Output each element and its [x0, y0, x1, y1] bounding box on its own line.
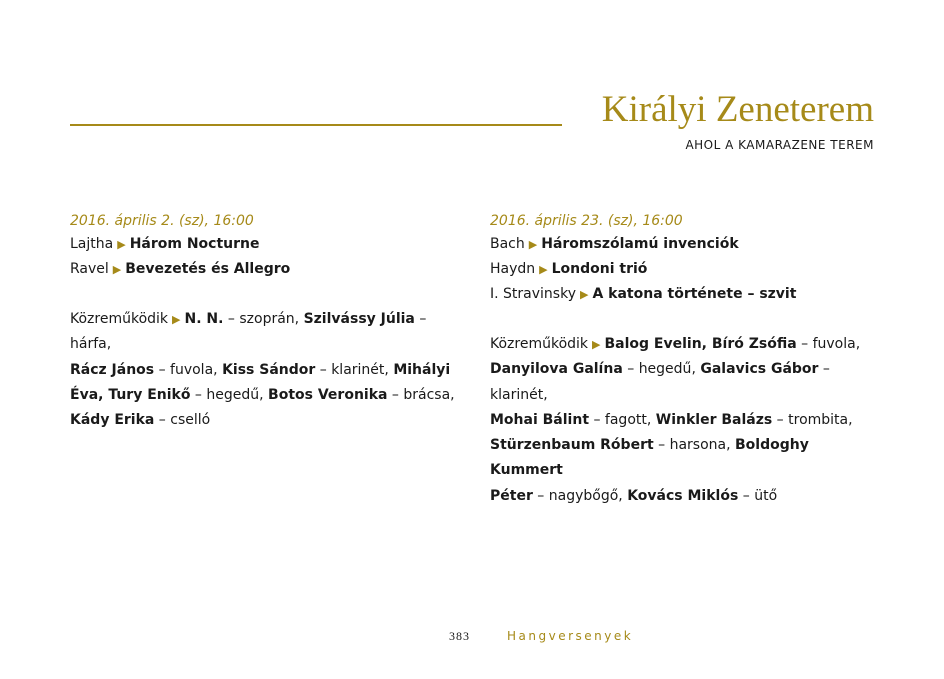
performers-label: Közreműködik [70, 311, 169, 327]
performer-name: Mihályi Éva, Tury Enikő [70, 361, 451, 403]
page-title: Királyi Zeneterem [601, 89, 874, 130]
performer-name: Stürzenbaum Róbert [490, 437, 654, 454]
performer-name: Kiss Sándor [222, 361, 316, 378]
performer-role: fuvola [170, 361, 214, 378]
performer-name: Kovács Miklós [627, 487, 739, 504]
performer-name: Rácz János [70, 361, 155, 378]
work-title: Három Nocturne [129, 236, 260, 252]
concert-left [70, 210, 462, 433]
performer-role: fagott [604, 411, 647, 428]
page-subtitle: AHOL A KAMARAZENE TEREM [685, 138, 874, 152]
triangle-right-icon: ▶ [528, 238, 538, 251]
composer: Ravel [70, 261, 109, 277]
performer-name: Danyilova Galína [490, 361, 623, 378]
work-title: Londoni trió [551, 261, 648, 277]
performer-role: klarinét [490, 386, 544, 403]
work-title: Bevezetés és Allegro [125, 261, 291, 277]
triangle-right-icon: ▶ [579, 288, 589, 301]
triangle-right-icon: ▶ [539, 263, 548, 276]
triangle-right-icon: ▶ [112, 263, 122, 276]
concert-date: 2016. április 23. (sz), 16:00 [490, 213, 683, 229]
triangle-right-icon: ▶ [172, 313, 181, 326]
performer-name: N. N. [184, 311, 224, 327]
program-item [490, 282, 882, 307]
performers: Közreműködik ▶ Balog Evelin, Bíró Zsófia – fuvola, Danyilova Galína – hegedű, Galavics Gábor – klarinét, Mohai Bálint – fagott, Winkler Balázs – trombita, Stürzenbaum Róbert – harsona, Boldoghy Kummert Péter – nagybőgő, Kovács Miklós – ütő [490, 336, 861, 504]
program-item [70, 257, 462, 282]
performer-role: nagybőgő [548, 487, 619, 504]
performer-role: brácsa [403, 386, 451, 403]
performer-role: klarinét [331, 361, 385, 378]
performers-label: Közreműködik [490, 336, 589, 352]
performer-role: hegedű [206, 386, 260, 403]
performer-role: cselló [170, 412, 211, 429]
composer: I. Stravinsky [490, 286, 576, 302]
performer-role: hegedű [638, 361, 692, 378]
composer: Haydn [490, 261, 536, 277]
performer-name: Boldoghy Kummert Péter [490, 437, 809, 504]
header-rule [70, 124, 562, 126]
performer-role: ütő [754, 487, 778, 504]
triangle-right-icon: ▶ [592, 338, 601, 351]
concert-date: 2016. április 2. (sz), 16:00 [70, 213, 254, 229]
performer-role: harsona [669, 437, 727, 454]
performer-name: Balog Evelin, Bíró Zsófia [604, 336, 797, 352]
page-number: 383 [449, 629, 470, 643]
performer-name: Szilvássy Júlia [303, 311, 415, 327]
performer-name: Botos Veronika [268, 386, 388, 403]
performers: Közreműködik ▶ N. N. – szoprán, Szilvássy Júlia – hárfa, Rácz János – fuvola, Kiss Sándor – klarinét, Mihályi Éva, Tury Enikő – hegedű, Botos Veronika – brácsa, Kády Erika – cselló [70, 311, 455, 429]
concert-right [490, 210, 882, 509]
program-item [490, 257, 882, 282]
program-item [70, 232, 462, 257]
performer-role: szoprán [239, 311, 295, 327]
performer-name: Winkler Balázs [655, 411, 773, 428]
performer-name: Galavics Gábor [700, 361, 819, 378]
work-title: Háromszólamú invenciók [541, 236, 739, 252]
program-item [490, 232, 882, 257]
performer-name: Kády Erika [70, 412, 155, 429]
composer: Lajtha [70, 236, 114, 252]
performer-role: hárfa [70, 336, 107, 353]
composer: Bach [490, 236, 525, 252]
triangle-right-icon: ▶ [117, 238, 126, 251]
section-name: Hangversenyek [507, 629, 634, 643]
performer-name: Mohai Bálint [490, 411, 590, 428]
performer-role: fuvola [812, 336, 856, 352]
work-title: A katona története – szvit [592, 286, 797, 302]
performer-role: trombita [788, 411, 849, 428]
